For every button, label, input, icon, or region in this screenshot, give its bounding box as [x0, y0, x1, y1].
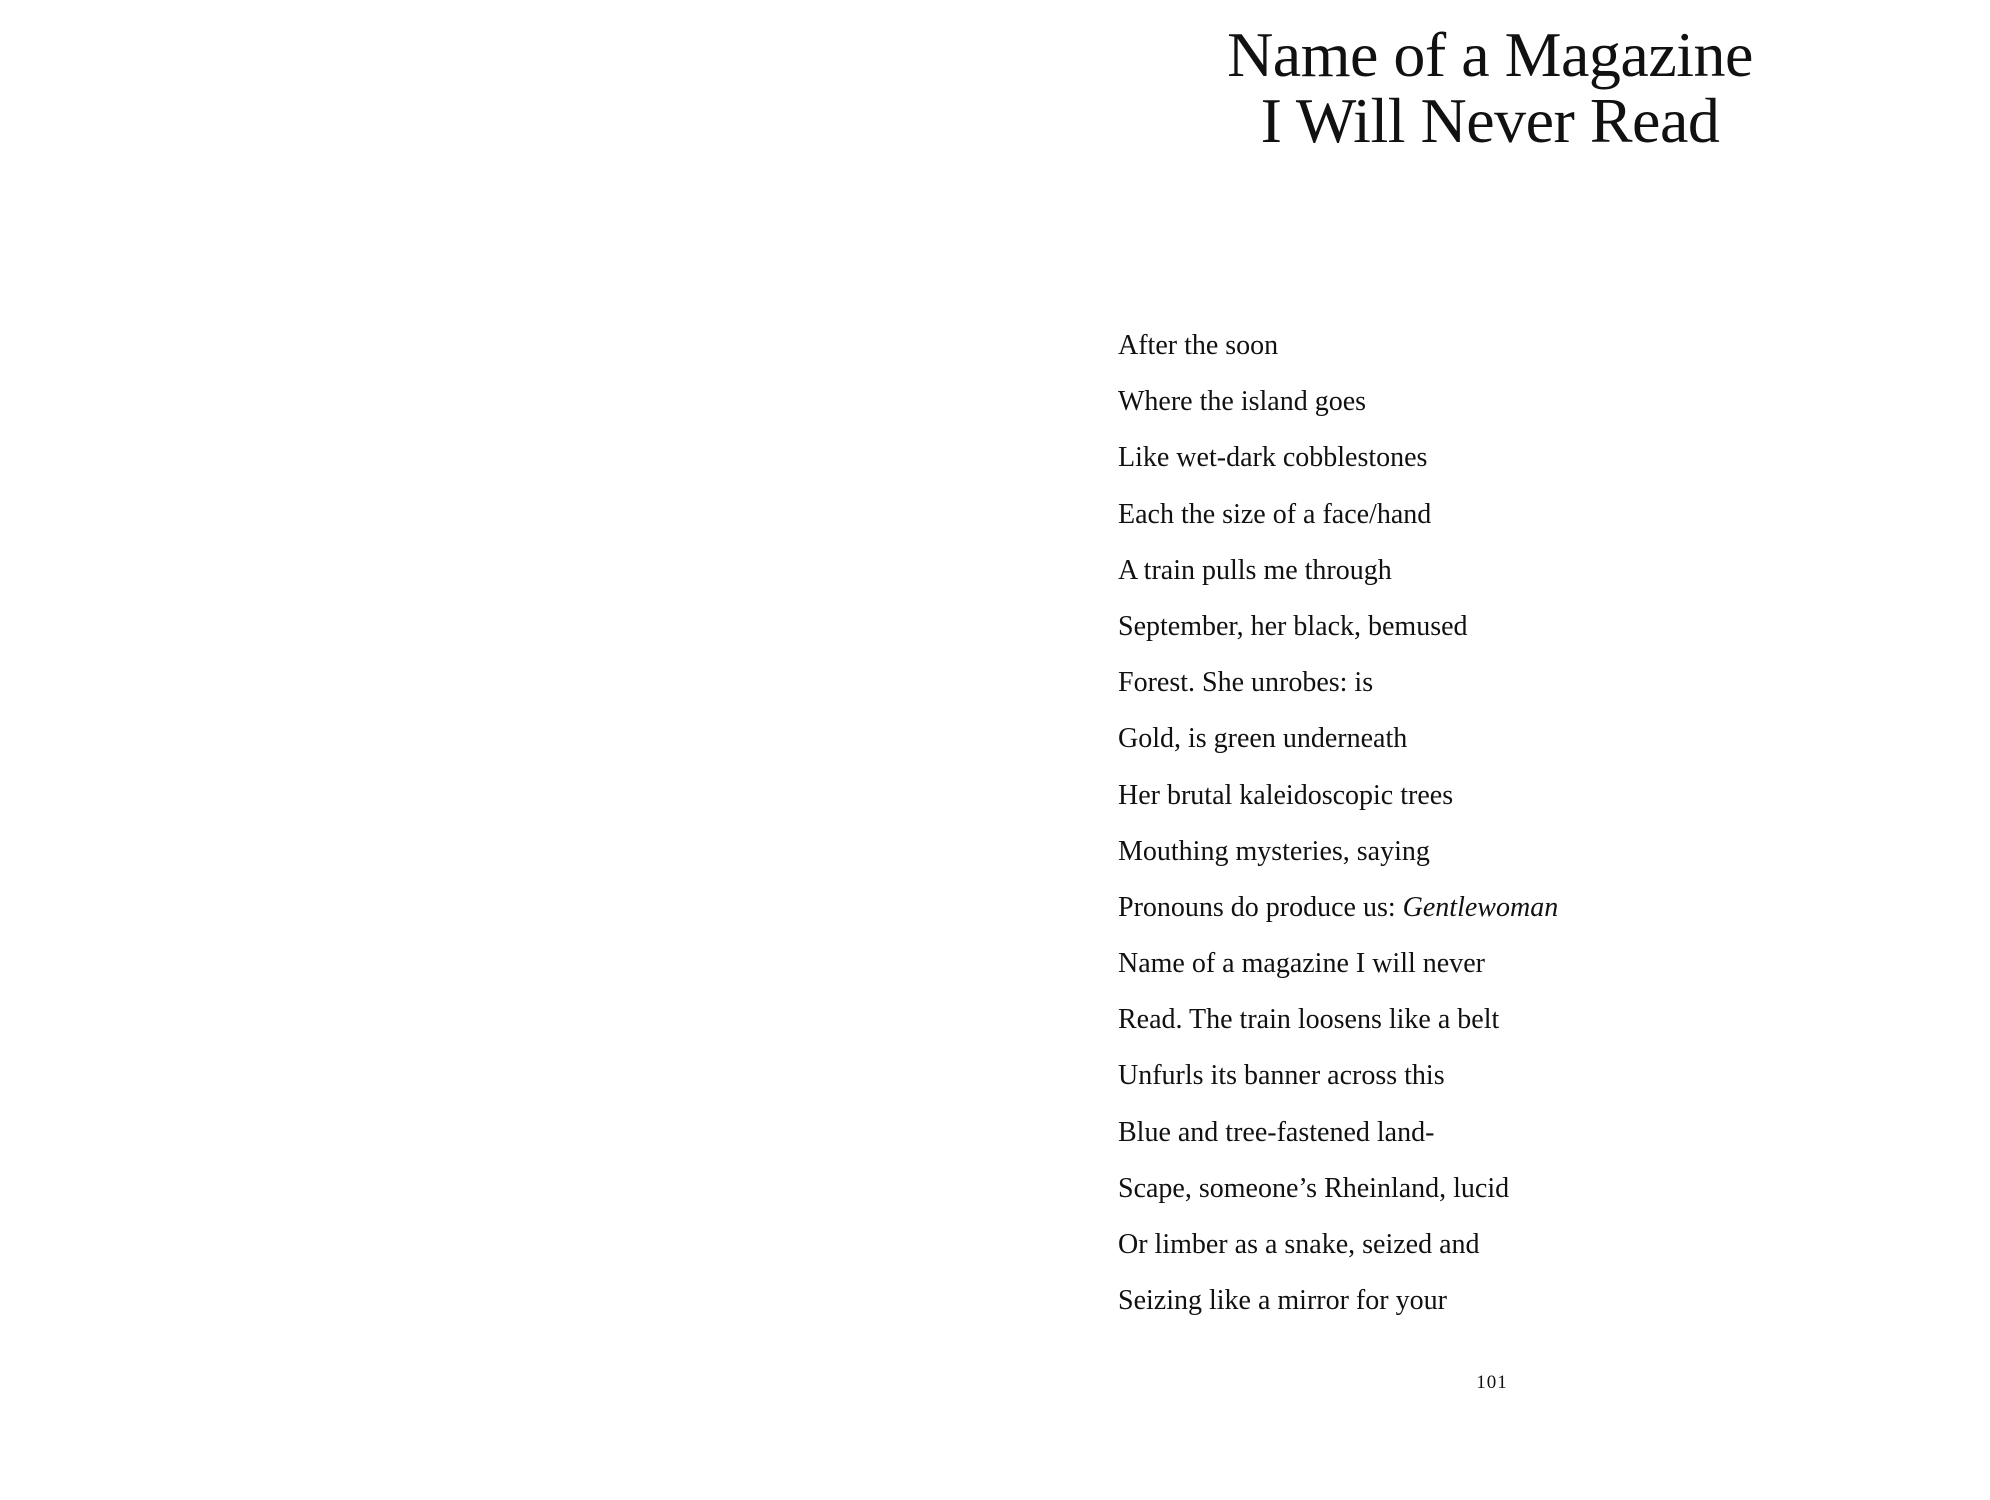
poem-line: Blue and tree-fastened land- — [1118, 1116, 1435, 1148]
poem-line: Name of a magazine I will never — [1118, 948, 1485, 980]
poem-title-line-1: Name of a Magazine — [1227, 19, 1753, 90]
poem-line: Gold, is green underneath — [1118, 723, 1408, 755]
poem-line: Read. The train loosens like a belt — [1118, 1004, 1500, 1036]
poem-line: After the soon — [1118, 330, 1279, 361]
poem-line: Seizing like a mirror for your — [1118, 1285, 1447, 1317]
poem-title-line-2: I Will Never Read — [1260, 85, 1720, 156]
poem-line: Unfurls its banner across this — [1118, 1060, 1445, 1092]
poem-line: Scape, someone’s Rheinland, lucid — [1118, 1172, 1510, 1204]
poem-line: Where the island goes — [1118, 386, 1367, 418]
poem-line: September, her black, bemused — [1118, 610, 1468, 642]
poem-line: Like wet-dark cobblestones — [1118, 442, 1428, 474]
poem-line-with-italic — [1118, 888, 1558, 944]
poem-title — [1140, 19, 1840, 156]
page-number: 101 — [1476, 1372, 1508, 1393]
poem-line: Mouthing mysteries, saying — [1118, 835, 1430, 867]
poem-line: Or limber as a snake, seized and — [1118, 1229, 1480, 1260]
poem-line: A train pulls me through — [1118, 554, 1392, 586]
italic-magazine-name: Gentlewoman — [1402, 891, 1559, 923]
poem-line-text: Pronouns do produce us: — [1118, 891, 1403, 923]
poem-body — [1118, 326, 1558, 1337]
poem-line: Each the size of a face/hand — [1118, 498, 1432, 530]
poem-line: Forest. She unrobes: is — [1118, 667, 1374, 699]
poem-line: Her brutal kaleidoscopic trees — [1118, 779, 1454, 811]
